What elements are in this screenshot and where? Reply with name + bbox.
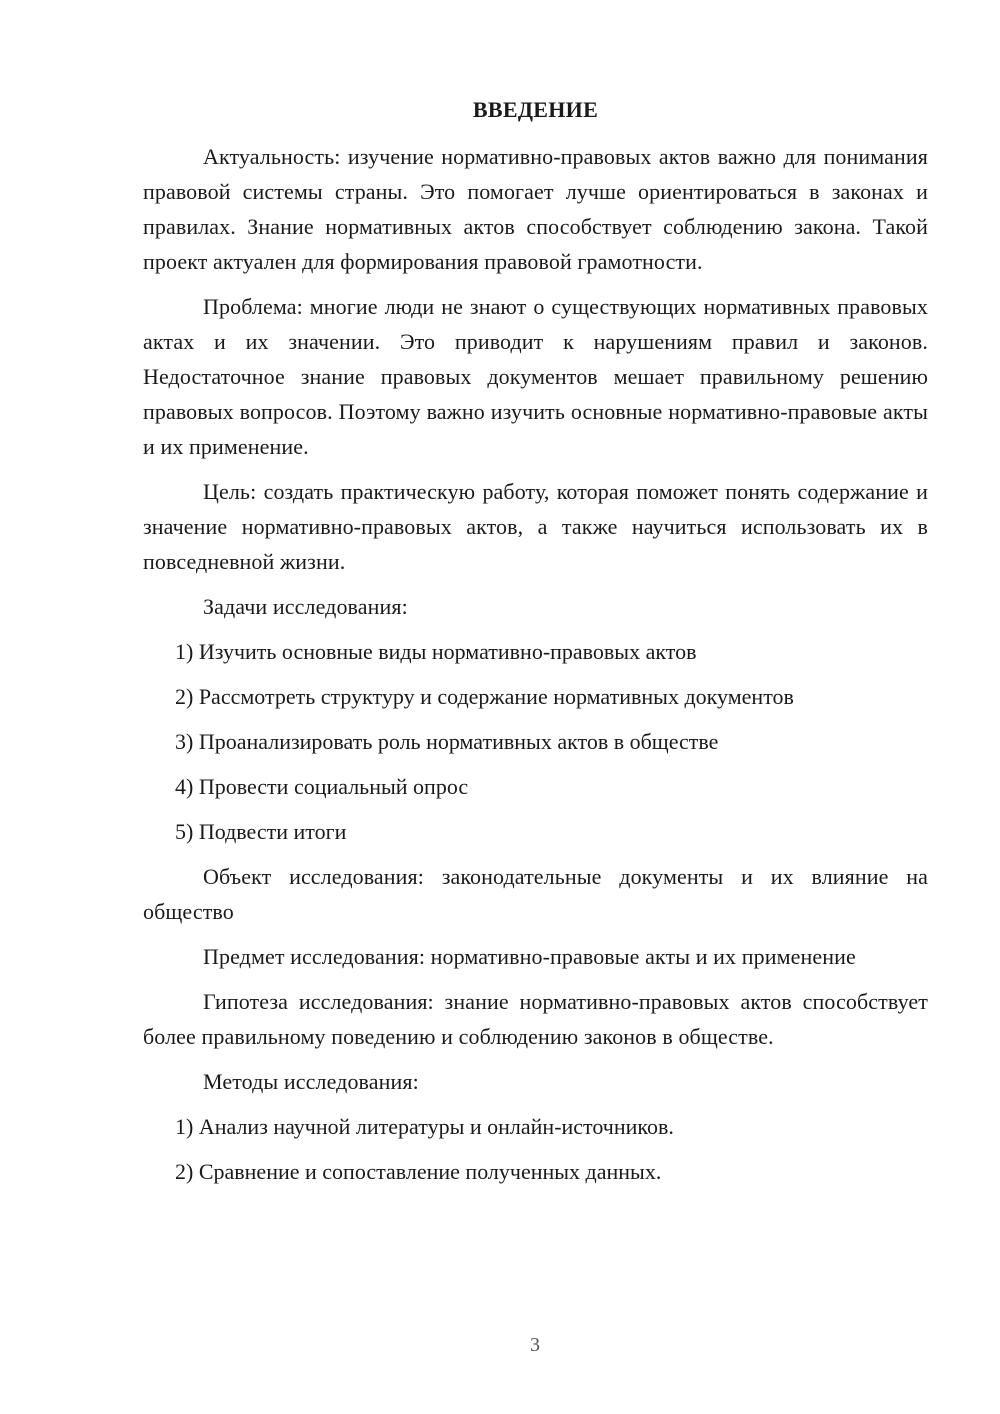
methods-list [143, 1109, 928, 1189]
paragraph-goal: Цель: создать практическую работу, которая поможет понять содержание и значение нормативно-правовых актов, а также научиться использовать их в повседневной жизни. [143, 479, 928, 574]
list-item: 2) Сравнение и сопоставление полученных данных. [175, 1159, 662, 1184]
methods-heading: Методы исследования: [203, 1069, 419, 1094]
list-item: 2) Рассмотреть структуру и содержание нормативных документов [175, 684, 794, 709]
list-item: 1) Изучить основные виды нормативно-правовых актов [175, 639, 697, 664]
page-number: 3 [530, 1334, 540, 1356]
page-title: ВВЕДЕНИЕ [472, 97, 599, 122]
list-item: 1) Анализ научной литературы и онлайн-источников. [175, 1114, 674, 1139]
list-item: 5) Подвести итоги [175, 819, 347, 844]
paragraph-object: Объект исследования: законодательные документы и их влияние на общество [143, 864, 928, 924]
document-page [143, 92, 928, 1189]
tasks-heading: Задачи исследования: [203, 594, 408, 619]
tasks-list [143, 634, 928, 849]
paragraph-relevance: Актуальность: изучение нормативно-правовых актов важно для понимания правовой системы страны. Это помогает лучше ориентироваться в законах и правилах. Знание нормативных актов способствует соблюдению закона. Такой проект актуален для формирования правовой грамотности. [143, 144, 928, 274]
list-item: 3) Проанализировать роль нормативных актов в обществе [175, 729, 719, 754]
paragraph-hypothesis: Гипотеза исследования: знание нормативно-правовых актов способствует более правильному поведению и соблюдению законов в обществе. [143, 989, 928, 1049]
paragraph-problem: Проблема: многие люди не знают о существующих нормативных правовых актах и их значении. Это приводит к нарушениям правил и законов. Недостаточное знание правовых документов мешает правильному решению правовых вопросов. Поэтому важно изучить основные нормативно-правовые акты и их применение. [143, 294, 928, 459]
paragraph-subject: Предмет исследования: нормативно-правовые акты и их применение [203, 944, 856, 969]
list-item: 4) Провести социальный опрос [175, 774, 469, 799]
